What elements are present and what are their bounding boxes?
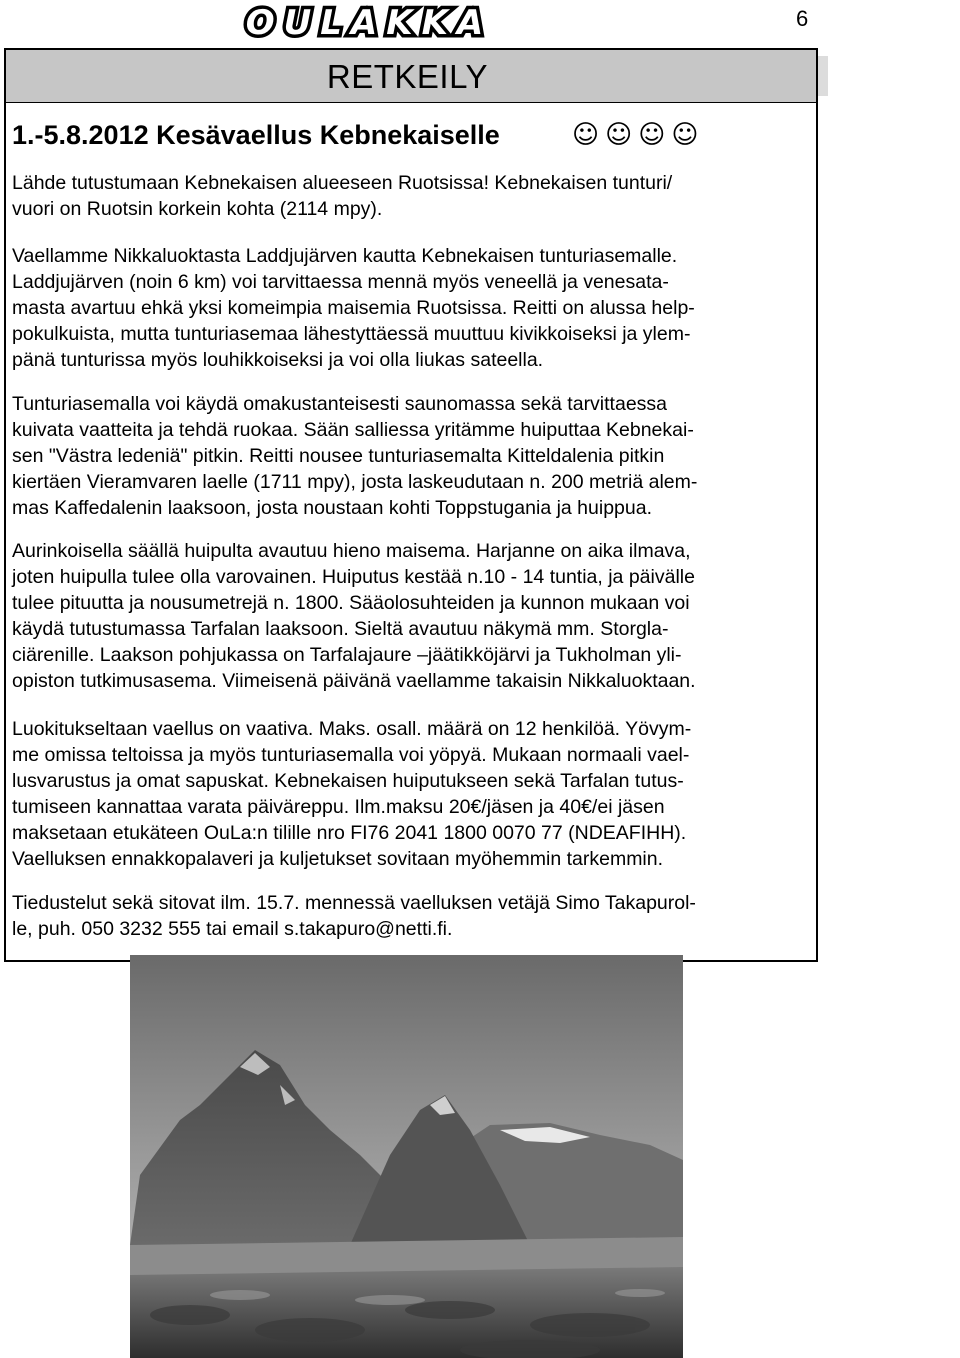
- smiley-icons: ☺☺☺☺: [572, 120, 705, 150]
- paragraph-line: kiertäen Vieramvaren laelle (1711 mpy), josta laskeudutaan n. 200 metriä alem-: [12, 471, 698, 493]
- paragraph-intro: [12, 170, 808, 222]
- paragraph-line: me omissa teltoissa ja myös tunturiasemalla voi yöpyä. Mukaan normaali vael-: [12, 744, 690, 766]
- paragraph-line: Tiedustelut sekä sitovat ilm. 15.7. mennessä vaelluksen vetäjä Simo Takapurol-: [12, 892, 696, 914]
- paragraph-details: [12, 716, 808, 872]
- paragraph-summit: [12, 538, 808, 694]
- paragraph-line: mas Kaffedalenin laaksoon, josta noustaan kohti Toppstugania ja huippua.: [12, 497, 652, 519]
- paragraph-line: kuivata vaatteita ja tehdä ruokaa. Sään salliessa yritämme huiputtaa Kebnekai-: [12, 419, 694, 441]
- mountain-landscape-photo: [130, 955, 683, 1358]
- paragraph-line: pokulkuista, mutta tunturiasemaa lähestyttäessä muuttuu kivikkoiseksi ja ylem-: [12, 323, 691, 345]
- paragraph-line: maksetaan etukäteen OuLa:n tilille nro FI76 2041 1800 0070 77 (NDEAFIHH).: [12, 822, 687, 844]
- page-number: 6: [796, 6, 809, 31]
- paragraph-line: pänä tunturissa myös louhikkoiseksi ja voi olla liukas sateella.: [12, 349, 544, 371]
- logo-text: OULAKKA: [245, 3, 493, 42]
- paragraph-contact: [12, 890, 808, 942]
- paragraph-line: tumiseen kannattaa varata päiväreppu. Ilm.maksu 20€/jäsen ja 40€/ei jäsen: [12, 796, 665, 818]
- paragraph-line: le, puh. 050 3232 555 tai email s.takapuro@netti.fi.: [12, 918, 453, 940]
- paragraph-line: ciärenille. Laakson pohjukassa on Tarfalajaure –jäätikköjärvi ja Tukholman yli-: [12, 644, 682, 666]
- paragraph-station: [12, 391, 808, 521]
- section-title: RETKEILY: [326, 58, 488, 95]
- paragraph-line: masta avartuu ehkä yksi komeimpia maisemia Ruotsissa. Reitti on alussa help-: [12, 297, 695, 319]
- paragraph-line: opiston tutkimusasema. Viimeisenä päivänä vaellamme takaisin Nikkaluoktaan.: [12, 670, 696, 692]
- paragraph-line: Laddjujärven (noin 6 km) voi tarvittaessa mennä myös veneellä ja venesata-: [12, 271, 669, 293]
- header-shadow: [818, 56, 828, 96]
- paragraph-line: vuori on Ruotsin korkein kohta (2114 mpy).: [12, 198, 383, 220]
- paragraph-line: Lähde tutustumaan Kebnekaisen alueeseen Ruotsissa! Kebnekaisen tunturi/: [12, 172, 673, 194]
- paragraph-line: sen "Västra ledeniä" pitkin. Reitti nousee tunturiasemalta Kitteldalenia pitkin: [12, 445, 665, 467]
- paragraph-line: tulee pituutta ja nousumetrejä n. 1800. Sääolosuhteiden ja kunnon mukaan voi: [12, 592, 690, 614]
- paragraph-line: joten huipulla tulee olla varovainen. Huiputus kestää n.10 - 14 tuntia, ja päivälle: [12, 566, 695, 588]
- paragraph-line: Vaellamme Nikkaluoktasta Laddjujärven kautta Kebnekaisen tunturiasemalle.: [12, 245, 678, 267]
- oulakka-logo: [224, 2, 514, 42]
- paragraph-line: Tunturiasemalla voi käydä omakustanteisesti saunomassa sekä tarvittaessa: [12, 393, 668, 415]
- paragraph-line: Vaelluksen ennakkopalaveri ja kuljetukset sovitaan myöhemmin tarkemmin.: [12, 848, 664, 870]
- article-title: 1.-5.8.2012 Kesävaellus Kebnekaiselle: [12, 120, 500, 150]
- paragraph-route: [12, 243, 808, 373]
- paragraph-line: Aurinkoisella säällä huipulta avautuu hieno maisema. Harjanne on aika ilmava,: [12, 540, 691, 562]
- paragraph-line: Luokitukseltaan vaellus on vaativa. Maks. osall. määrä on 12 henkilöä. Yövym-: [12, 718, 692, 740]
- paragraph-line: lusvarustus ja omat sapuskat. Kebnekaisen huiputukseen sekä Tarfalan tutus-: [12, 770, 684, 792]
- paragraph-line: käydä tutustumassa Tarfalan laaksoon. Sieltä avautuu näkymä mm. Storgla-: [12, 618, 669, 640]
- section-header: [4, 48, 818, 102]
